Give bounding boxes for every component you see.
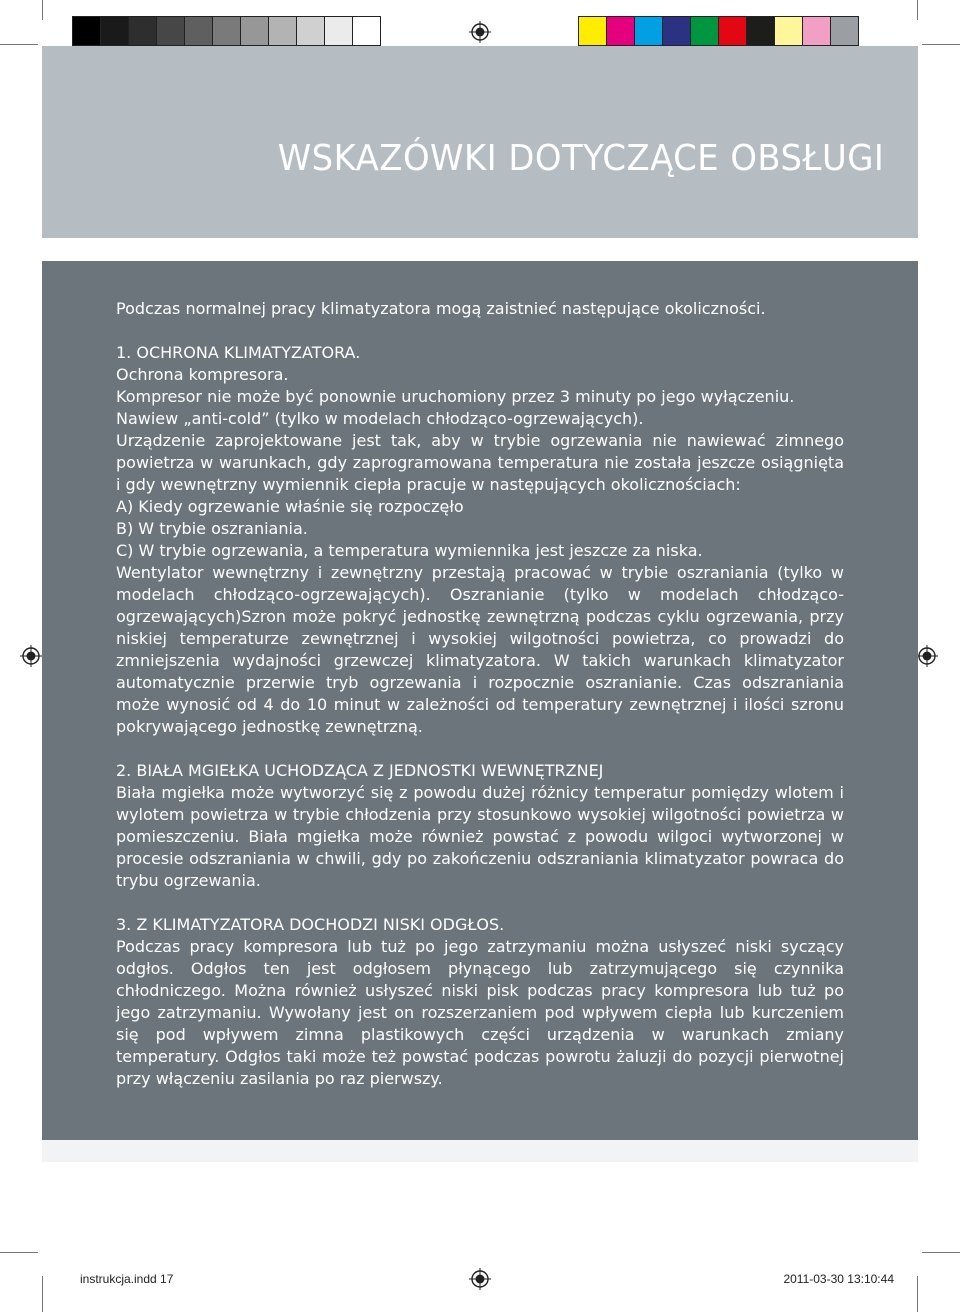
section-1-paragraph-1: Urządzenie zaprojektowane jest tak, aby w trybie ogrzewania nie nawiewać zimnego powietrza w warunkach, gdy zaprogramowana temperatura nie została jeszcze osiągnięta i gdy wewnętrzny wymiennik ciepła pracuje w następujących okolicznościach:: [116, 431, 844, 494]
color-swatch: [718, 16, 746, 46]
crop-mark: [42, 0, 43, 20]
color-swatch: [746, 16, 774, 46]
crop-mark: [0, 1252, 38, 1253]
registration-mark-icon: [20, 645, 42, 667]
section-1-line-3: Nawiew „anti-cold” (tylko w modelach chłodząco-ogrzewających).: [116, 409, 644, 428]
section-3-paragraph: Podczas pracy kompresora lub tuż po jego zatrzymaniu można usłyszeć niski syczący odgłos. Odgłos ten jest odgłosem płynącego lub zatrzymującego się czynnika chłodniczego. Można również usłyszeć niski pisk podczas pracy kompresora lub tuż po jego zatrzymaniu. Wywołany jest on rozszerzaniem pod wpływem ciepła lub kurczeniem się pod wpływem zimna plastikowych części urządzenia w warunkach zmiany temperatury. Odgłos taki może też powstać podczas powrotu żaluzji do pozycji pierwotnej przy włączeniu zasilania po raz pierwszy.: [116, 937, 844, 1088]
section-3-heading: 3. Z KLIMATYZATORA DOCHODZI NISKI ODGŁOS.: [116, 915, 505, 934]
color-swatch: [802, 16, 830, 46]
content-body: [116, 298, 844, 1090]
section-1-line-2: Kompresor nie może być ponownie uruchomiony przez 3 minuty po jego wyłączeniu.: [116, 387, 795, 406]
section-1-item-b: B) W trybie oszraniania.: [116, 519, 308, 538]
color-swatch: [662, 16, 690, 46]
registration-mark-icon: [469, 21, 491, 43]
color-swatch: [830, 16, 859, 46]
color-swatch: [690, 16, 718, 46]
registration-mark-icon: [916, 645, 938, 667]
crop-mark: [917, 0, 918, 20]
color-swatch: [324, 16, 352, 46]
crop-mark: [0, 44, 38, 45]
crop-mark: [917, 1276, 918, 1312]
crop-mark: [42, 1276, 43, 1312]
section-1-heading: 1. OCHRONA KLIMATYZATORA.: [116, 343, 361, 362]
color-swatch: [578, 16, 606, 46]
bottom-strip: [42, 1140, 918, 1162]
intro-text: Podczas normalnej pracy klimatyzatora mogą zaistnieć następujące okoliczności.: [116, 299, 766, 318]
gray-color-bar: [72, 16, 381, 48]
section-1-paragraph-2: Wentylator wewnętrzny i zewnętrzny przestają pracować w trybie oszraniania (tylko w modelach chłodząco-ogrzewających). Oszranianie (tylko w modelach chłodząco-ogrzewających)Szron może pokryć jednostkę zewnętrzną podczas cyklu ogrzewania, przy niskiej temperaturze zewnętrznej i wysokiej wilgotności powietrza, co prowadzi do zmniejszenia wydajności grzewczej klimatyzatora. W takich warunkach klimatyzator automatycznie przerwie tryb ogrzewania i rozpocznie oszranianie. Czas odszraniania może wynosić od 4 do 10 minut w zależności od temperatury zewnętrznej i ilości szronu pokrywającego jednostkę zewnętrzną.: [116, 563, 844, 736]
color-swatch: [774, 16, 802, 46]
section-1-line-1: Ochrona kompresora.: [116, 365, 289, 384]
color-swatch: [352, 16, 381, 46]
slug-datetime: 2011-03-30 13:10:44: [783, 1272, 894, 1286]
color-swatch: [240, 16, 268, 46]
section-1-item-a: A) Kiedy ogrzewanie właśnie się rozpoczęło: [116, 497, 464, 516]
process-color-bar: [578, 16, 859, 48]
color-swatch: [606, 16, 634, 46]
color-swatch: [212, 16, 240, 46]
color-swatch: [268, 16, 296, 46]
registration-mark-icon: [469, 1268, 491, 1290]
color-swatch: [72, 16, 100, 46]
section-1-item-c: C) W trybie ogrzewania, a temperatura wymiennika jest jeszcze za niska.: [116, 541, 703, 560]
color-swatch: [128, 16, 156, 46]
section-2-heading: 2. BIAŁA MGIEŁKA UCHODZĄCA Z JEDNOSTKI WEWNĘTRZNEJ: [116, 761, 604, 780]
color-swatch: [100, 16, 128, 46]
section-2-paragraph: Biała mgiełka może wytworzyć się z powodu dużej różnicy temperatur pomiędzy wlotem i wylotem powietrza w trybie chłodzenia przy stosunkowo wysokiej wilgotności powietrza w pomieszczeniu. Biała mgiełka może również powstać z powodu wilgoci wytworzonej w procesie odszraniania w chwili, gdy po zakończeniu odszraniania klimatyzator powraca do trybu ogrzewania.: [116, 783, 844, 890]
color-swatch: [184, 16, 212, 46]
page-title: WSKAZÓWKI DOTYCZĄCE OBSŁUGI: [277, 138, 884, 179]
crop-mark: [922, 1252, 960, 1253]
color-swatch: [634, 16, 662, 46]
color-swatch: [156, 16, 184, 46]
crop-mark: [922, 44, 960, 45]
color-swatch: [296, 16, 324, 46]
slug-file-name: instrukcja.indd 17: [80, 1272, 174, 1286]
